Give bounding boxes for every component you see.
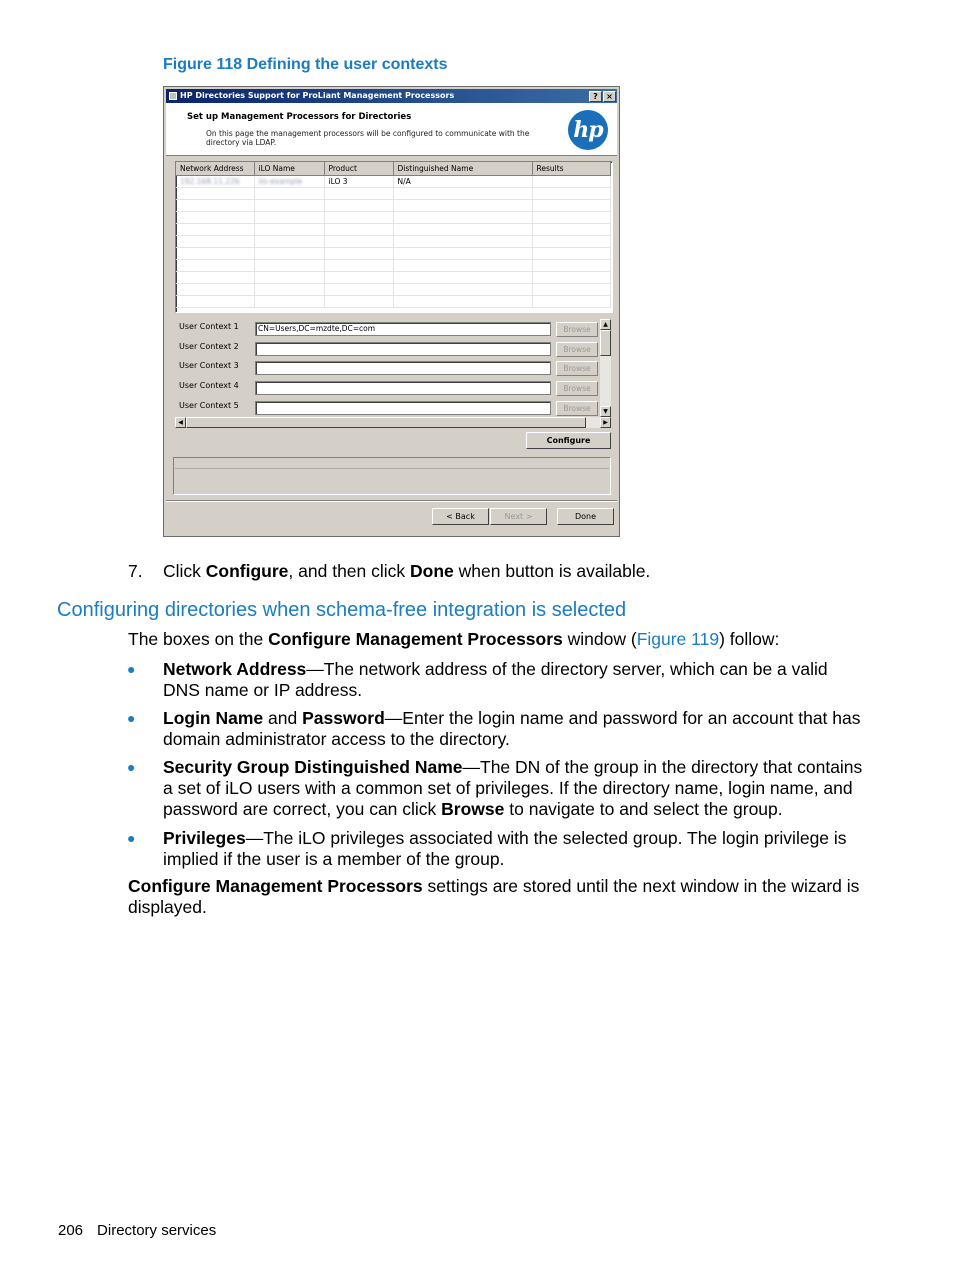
closing-paragraph: Configure Management Processors settings are stored until the next window in the wizard is displayed. (128, 876, 860, 917)
column-header[interactable]: Product (324, 162, 393, 176)
browse-button[interactable]: Browse (556, 361, 598, 376)
cell-product: iLO 3 (324, 176, 393, 188)
user-context-label: User Context 5 (179, 401, 239, 410)
cell-results (532, 176, 610, 188)
bullet-icon: ● (127, 710, 136, 726)
browse-button[interactable]: Browse (556, 401, 598, 416)
bullet-icon: ● (127, 661, 136, 677)
intro-paragraph: The boxes on the Configure Management Processors window (Figure 119) follow: (128, 629, 780, 649)
user-context-row (175, 358, 611, 376)
back-button[interactable]: < Back (432, 508, 489, 525)
table-row-empty (176, 188, 610, 200)
user-context-input[interactable] (255, 401, 551, 415)
user-context-label: User Context 4 (179, 381, 239, 390)
user-context-input[interactable] (255, 342, 551, 356)
browse-button[interactable]: Browse (556, 322, 598, 337)
column-header[interactable]: Results (532, 162, 610, 176)
user-context-label: User Context 1 (179, 322, 239, 331)
list-item: Privileges—The iLO privileges associated with the selected group. The login privilege is implied if the user is a member of the group. (163, 828, 847, 869)
window-icon (169, 92, 177, 100)
step-number: 7. (128, 561, 143, 581)
column-header[interactable]: iLO Name (254, 162, 324, 176)
figure-link[interactable]: Figure 119 (636, 629, 720, 649)
screenshot-dialog (163, 86, 620, 537)
table-row-empty (176, 248, 610, 260)
user-context-label: User Context 3 (179, 361, 239, 370)
divider (166, 500, 617, 502)
vertical-scrollbar[interactable] (600, 319, 611, 417)
page-number: 206 (58, 1222, 84, 1239)
user-context-label: User Context 2 (179, 342, 239, 351)
user-context-input[interactable]: CN=Users,DC=mzdte,DC=com (255, 322, 551, 336)
next-button[interactable]: Next > (490, 508, 547, 525)
bullet-icon: ● (127, 759, 136, 775)
table-row-empty (176, 212, 610, 224)
horizontal-scrollbar[interactable] (175, 417, 611, 428)
column-header[interactable]: Network Address (176, 162, 254, 176)
browse-button[interactable]: Browse (556, 342, 598, 357)
table-row-empty (176, 200, 610, 212)
table-row[interactable] (176, 176, 610, 188)
footer-section: Directory services (97, 1222, 217, 1239)
user-context-input[interactable] (255, 381, 551, 395)
scroll-thumb[interactable] (600, 330, 611, 356)
table-row-empty (176, 272, 610, 284)
processor-table[interactable] (175, 161, 613, 313)
scroll-down-icon[interactable]: ▼ (600, 406, 611, 417)
scroll-thumb-horizontal[interactable] (186, 417, 586, 428)
cell-distinguished-name: N/A (393, 176, 532, 188)
status-field (175, 459, 609, 469)
bullet-icon: ● (127, 830, 136, 846)
configure-button[interactable]: Configure (526, 432, 611, 449)
scroll-left-icon[interactable]: ◀ (175, 417, 186, 428)
table-row-empty (176, 224, 610, 236)
section-heading: Configuring directories when schema-free integration is selected (57, 599, 627, 621)
header-description: On this page the management processors will be configured to communicate with the directory via LDAP. (206, 129, 530, 147)
help-icon[interactable]: ? (589, 91, 602, 102)
hp-logo: hp (568, 110, 608, 150)
dialog-title: HP Directories Support for ProLiant Management Processors (180, 91, 455, 100)
close-icon[interactable]: × (603, 91, 616, 102)
list-item: Network Address—The network address of the directory server, which can be a valid DNS name or IP address. (163, 659, 828, 700)
scroll-right-icon[interactable]: ▶ (600, 417, 611, 428)
cell-network-address: 192.168.11.226 (176, 176, 254, 188)
table-row-empty (176, 296, 610, 308)
cell-ilo-name: ilo-example (254, 176, 324, 188)
user-context-row (175, 378, 611, 396)
dialog-titlebar (166, 89, 617, 103)
user-context-row (175, 319, 611, 337)
list-item: Login Name and Password—Enter the login name and password for an account that has domain administrator access to the directory. (163, 708, 861, 749)
user-context-input[interactable] (255, 361, 551, 375)
table-row-empty (176, 236, 610, 248)
step-text: Click Configure, and then click Done when button is available. (163, 561, 651, 581)
done-button[interactable]: Done (557, 508, 614, 525)
table-row-empty (176, 260, 610, 272)
column-header[interactable]: Distinguished Name (393, 162, 532, 176)
dialog-header (166, 103, 617, 156)
list-item: Security Group Distinguished Name—The DN of the group in the directory that contains a set of iLO users with a common set of privileges. If the directory name, login name, and password are correct, you can click Browse to navigate to and select the group. (163, 757, 863, 819)
user-context-row (175, 339, 611, 357)
browse-button[interactable]: Browse (556, 381, 598, 396)
table-header (176, 162, 610, 176)
user-context-panel (175, 319, 611, 429)
header-title: Set up Management Processors for Directories (187, 112, 412, 122)
user-context-row (175, 398, 611, 416)
scroll-up-icon[interactable]: ▲ (600, 319, 611, 330)
figure-caption: Figure 118 Defining the user contexts (163, 56, 448, 73)
table-row-empty (176, 284, 610, 296)
page-footer (58, 1222, 216, 1239)
status-box (173, 457, 611, 495)
